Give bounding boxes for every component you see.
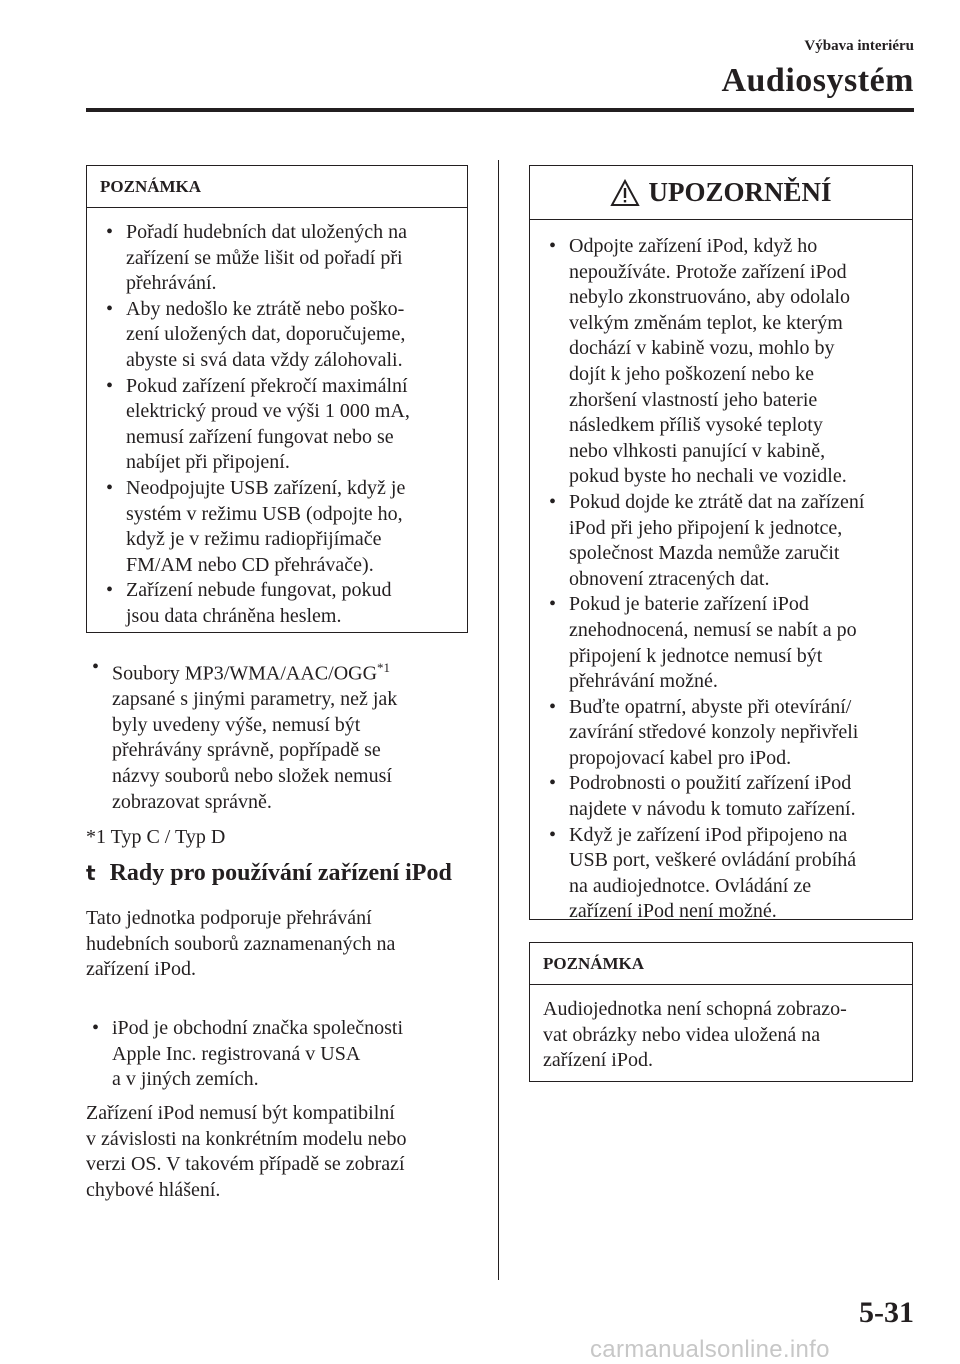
page-title: Audiosystém [721, 62, 914, 99]
text-line: Buďte opatrní, abyste při otevírání/ [569, 695, 852, 718]
text-line: zařízení iPod není možné. [569, 900, 777, 923]
text-line: a v jiných zemích. [112, 1068, 259, 1091]
text-line: Aby nedošlo ke ztrátě nebo poško- [126, 297, 405, 320]
text-line: elektrický proud ve výši 1 000 mA, [126, 400, 410, 423]
bullet-icon: • [549, 695, 557, 718]
bullet-icon: • [92, 656, 100, 678]
note-body [530, 985, 912, 1074]
text-line: chybové hlášení. [86, 1178, 221, 1201]
list-item [543, 490, 906, 592]
bullet-icon: • [549, 772, 557, 795]
text-line: Pořadí hudebních dat uložených na [126, 221, 408, 243]
text-line: abyste si svá data vždy zálohovali. [126, 348, 403, 371]
note-list [87, 208, 467, 630]
bullet-icon: • [106, 374, 114, 397]
list-item [100, 476, 459, 578]
list-item [543, 771, 906, 822]
text-line: iPod je obchodní značka společnosti [112, 1017, 404, 1039]
text-line: na audiojednotce. Ovládání ze [569, 874, 812, 897]
text-line: názvy souborů nebo složek nemusí [112, 765, 392, 788]
text-line: dochází v kabině vozu, mohlo by [569, 337, 835, 360]
text-line: najdete v návodu k tomuto zařízení. [569, 798, 856, 821]
section-heading-text: Rady pro používání zařízení iPod [109, 860, 452, 886]
header-rule [86, 108, 914, 112]
text-line: Audiojednotka není schopná zobrazo- [543, 998, 847, 1020]
list-item [543, 695, 906, 772]
text-line: hudebních souborů zaznamenaných na [86, 932, 396, 955]
column-divider [498, 160, 499, 1280]
file-format-bullet-list [86, 655, 491, 815]
warning-list [530, 220, 912, 925]
bullet-icon: • [106, 297, 114, 320]
text-line: pokud byste ho nechali ve vozidle. [569, 465, 847, 488]
warning-heading [530, 166, 912, 220]
note-box [529, 942, 913, 1082]
text-line: následkem příliš vysoké teploty [569, 414, 823, 437]
text-line: zhoršení vlastností jeho baterie [569, 388, 818, 411]
text-line: přehrávány správně, popřípadě se [112, 739, 381, 762]
section-subtitle: Výbava interiéru [804, 38, 914, 54]
text-line: zobrazovat správně. [112, 790, 272, 813]
warning-heading-text: UPOZORNĚNÍ [648, 177, 832, 207]
text-line: zařízení iPod. [86, 958, 196, 981]
text-line: zení uložených dat, doporučujeme, [126, 323, 406, 346]
note-heading: POZNÁMKA [87, 166, 467, 208]
list-item [100, 220, 459, 297]
trademark-bullet-list [86, 1016, 491, 1093]
text-line: v závislosti na konkrétním modelu nebo [86, 1127, 407, 1150]
text-line: přehrávání. [126, 272, 217, 295]
watermark: carmanualsonline.info [590, 1336, 830, 1363]
text-line: Tato jednotka podporuje přehrávání [86, 907, 372, 929]
warning-triangle-icon [610, 179, 640, 207]
text-line: nebo vlhkosti panující v kabině, [569, 439, 826, 462]
compatibility-paragraph [86, 1101, 486, 1203]
bullet-text [112, 1017, 403, 1090]
text-line: velkým změnám teplot, ke kterým [569, 311, 843, 334]
list-item [543, 592, 906, 694]
note-box [86, 165, 468, 633]
text-line: vat obrázky nebo videa uložená na [543, 1023, 821, 1046]
trademark-bullet [86, 1016, 491, 1093]
text-line: jsou data chráněna heslem. [126, 604, 342, 627]
bullet-icon: • [92, 1017, 100, 1039]
file-format-bullet [86, 655, 491, 815]
section-marker: t [86, 861, 96, 885]
text-line: verzi OS. V takovém případě se zobrazí [86, 1153, 405, 1176]
text-line: FM/AM nebo CD přehrávače). [126, 553, 374, 576]
text-line: systém v režimu USB (odpojte ho, [126, 502, 403, 525]
text-line: připojení k jednotce nemusí být [569, 644, 823, 667]
page-number: 5-31 [859, 1296, 914, 1329]
text-line: Neodpojujte USB zařízení, když je [126, 476, 406, 499]
bullet-icon: • [106, 221, 114, 243]
bullet-icon: • [106, 476, 114, 499]
bullet-icon: • [549, 593, 557, 616]
text-line: společnost Mazda nemůže zaručit [569, 542, 840, 565]
bullet-line: Soubory MP3/WMA/AAC/OGG [112, 662, 378, 685]
list-item [100, 578, 459, 629]
bullet-icon: • [549, 235, 557, 257]
section-heading [86, 860, 452, 887]
text-line: iPod při jeho připojení k jednotce, [569, 516, 843, 539]
text-line: zařízení iPod. [543, 1049, 653, 1072]
bullet-icon: • [549, 490, 557, 513]
bullet-icon: • [106, 579, 114, 602]
bullet-rest [112, 688, 397, 812]
text-line: přehrávání možné. [569, 670, 718, 693]
text-line: Odpojte zařízení iPod, když ho [569, 235, 818, 257]
note-heading: POZNÁMKA [530, 943, 912, 985]
text-line: Podrobnosti o použití zařízení iPod [569, 772, 852, 795]
text-line: propojovací kabel pro iPod. [569, 746, 792, 769]
text-line: Zařízení iPod nemusí být kompatibilní [86, 1102, 395, 1124]
text-line: zapsané s jinými parametry, než jak [112, 688, 398, 711]
text-line: Pokud je baterie zařízení iPod [569, 593, 809, 616]
list-item [100, 374, 459, 476]
text-line: zavírání středové konzoly nepřivřeli [569, 721, 859, 744]
text-line: nebylo zkonstruováno, aby odolalo [569, 286, 851, 309]
text-line: Pokud zařízení překročí maximální [126, 374, 408, 397]
text-line: obnovení ztracených dat. [569, 567, 770, 590]
text-line: znehodnocená, nemusí se nabít a po [569, 618, 857, 641]
text-line: Pokud dojde ke ztrátě dat na zařízení [569, 490, 865, 513]
text-line: Apple Inc. registrovaná v USA [112, 1042, 361, 1065]
text-line: zařízení se může lišit od pořadí při [126, 246, 403, 269]
text-line: nepoužíváte. Protože zařízení iPod [569, 260, 847, 283]
text-line: nemusí zařízení fungovat nebo se [126, 425, 394, 448]
bullet-icon: • [549, 823, 557, 846]
warning-box [529, 165, 913, 923]
text-line: USB port, veškeré ovládání probíhá [569, 849, 857, 872]
text-line: když je v režimu radiopřijímače [126, 528, 382, 551]
text-line: byly uvedeny výše, nemusí být [112, 713, 361, 736]
section-intro-paragraph [86, 906, 486, 983]
footnote: *1 Typ C / Typ D [86, 826, 226, 848]
footnote-ref: *1 [377, 660, 391, 675]
text-line: dojít k jeho poškození nebo ke [569, 362, 814, 385]
list-item [543, 823, 906, 925]
text-line: Zařízení nebude fungovat, pokud [126, 579, 392, 602]
list-item [100, 297, 459, 374]
list-item [543, 234, 906, 490]
text-line: Když je zařízení iPod připojeno na [569, 823, 848, 846]
text-line: nabíjet při připojení. [126, 451, 290, 474]
